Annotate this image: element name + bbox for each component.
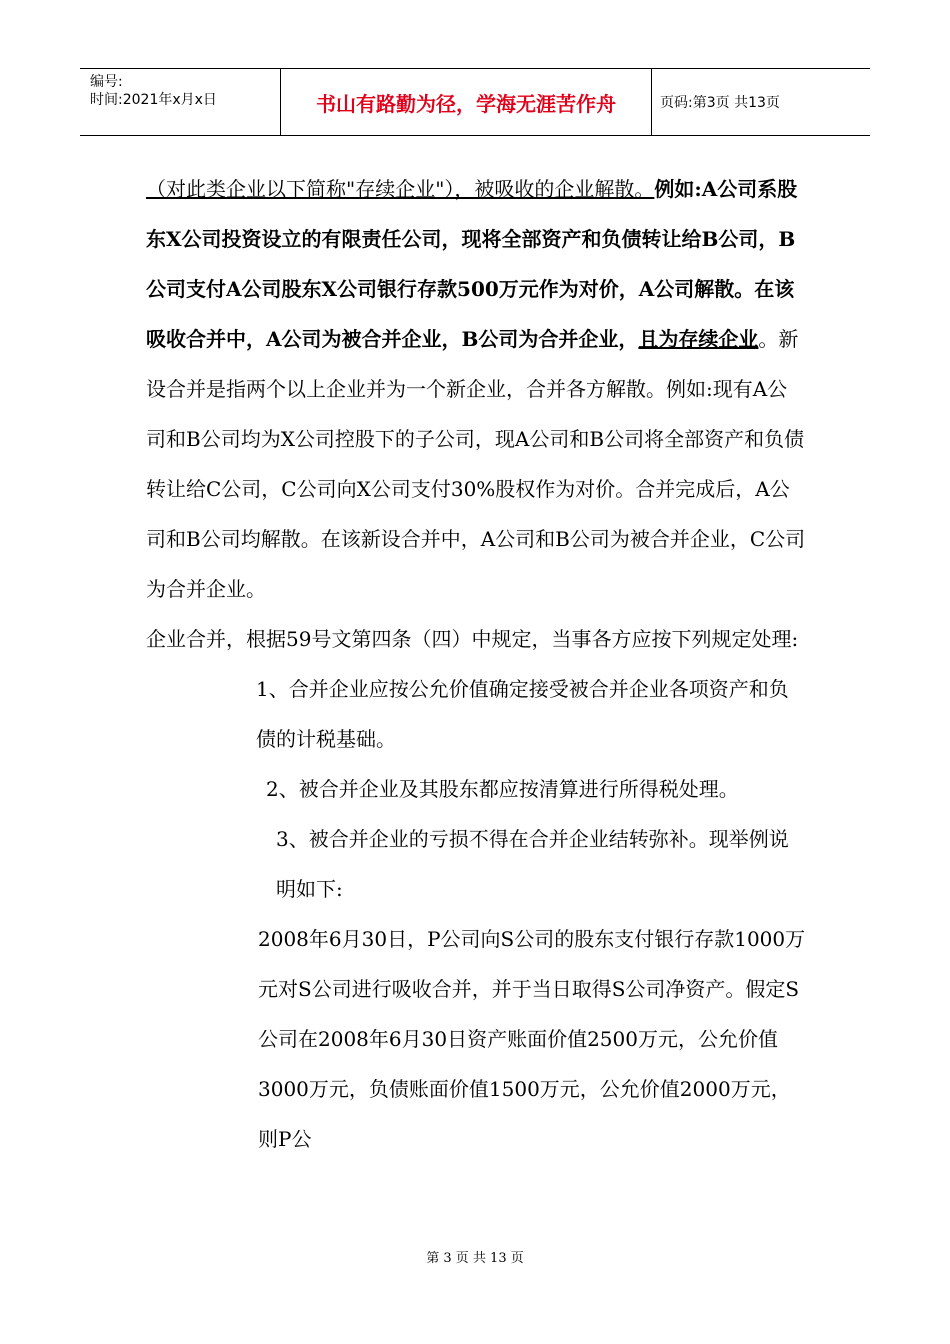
- number-label: 编号:: [90, 74, 123, 90]
- paragraph-rules-intro: 企业合并，根据59号文第四条（四）中规定，当事各方应按下列规定处理:: [146, 627, 799, 651]
- bold-example: 例如:A公司系股东X公司投资设立的有限责任公司，现将全部资产和负债转让给B公司，B公司支付A公司股东X公司银行存款500万元作为对价，A公司解散。在该吸收合并中，A公司为被合并企业，B公司为合并企业，: [146, 177, 798, 351]
- list-item-1: 1、合并企业应按公允价值确定接受被合并企业各项资产和负债的计税基础。: [256, 677, 789, 751]
- paragraph-text: 。新设合并是指两个以上企业并为一个新企业，合并各方解散。例如:现有A公司和B公司均为X公司控股下的子公司，现A公司和B公司将全部资产和负债转让给C公司，C公司向X公司支付30%股权作为对价。合并完成后，A公司和B公司均解散。在该新设合并中，A公司和B公司为被合并企业，C公司为合并企业。: [146, 327, 806, 601]
- date-line: 时间:2021年x月x日: [90, 92, 217, 108]
- document-body: [146, 164, 806, 1164]
- header-motto: 书山有路勤为径，学海无涯苦作舟: [280, 69, 652, 135]
- paragraph-merger-types: [146, 164, 806, 614]
- bold-underlined-text: 且为存续企业: [638, 327, 759, 351]
- underlined-text: （对此类企业以下简称"存续企业"），被吸收的企业解散。: [146, 177, 655, 201]
- header-meta: [80, 69, 280, 135]
- list-item-2: 2、被合并企业及其股东都应按清算进行所得税处理。: [266, 777, 739, 801]
- page-footer: 第 3 页 共 13 页: [426, 1251, 524, 1266]
- list-item-3: 3、被合并企业的亏损不得在合并企业结转弥补。现举例说明如下:: [276, 827, 789, 901]
- header-page-info: 页码:第3页 共13页: [660, 95, 780, 111]
- document-header: [80, 68, 870, 136]
- paragraph-example: 2008年6月30日，P公司向S公司的股东支付银行存款1000万元对S公司进行吸收合并，并于当日取得S公司净资产。假定S公司在2008年6月30日资产账面价值2500万元，公允价值3000万元，负债账面价值1500万元，公允价值2000万元，则P公: [258, 927, 806, 1151]
